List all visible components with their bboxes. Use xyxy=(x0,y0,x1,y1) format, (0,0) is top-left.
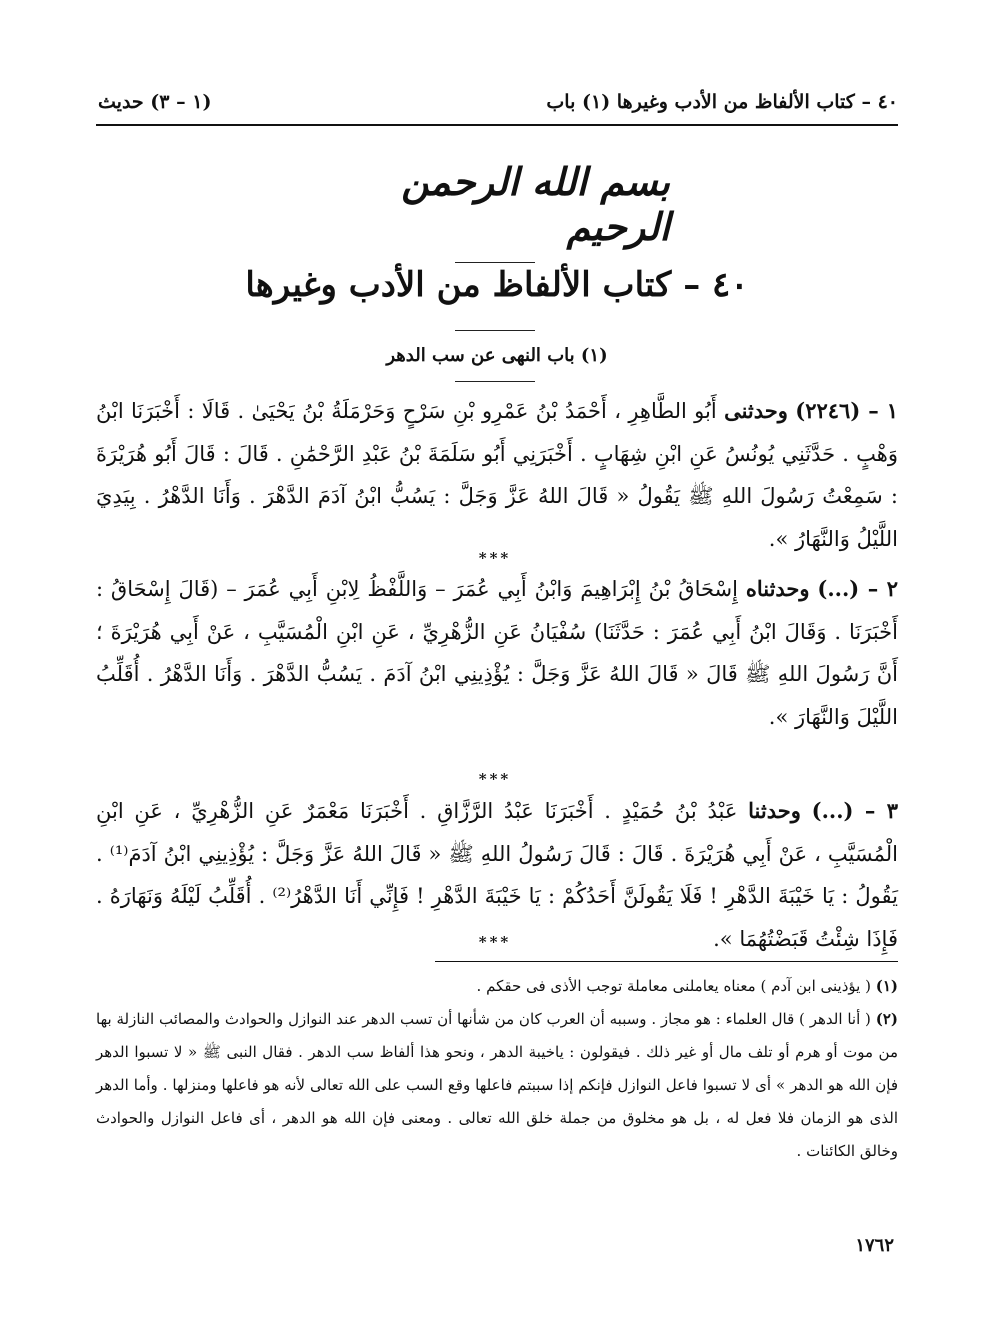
chapter-title: (١) باب النهى عن سب الدهر xyxy=(386,345,608,366)
running-header xyxy=(98,82,898,122)
separator-stars: *** xyxy=(478,770,512,788)
hadith-paragraph xyxy=(96,390,898,560)
hadith-paragraph xyxy=(96,568,898,738)
hadith-number: ٣ – (...) xyxy=(811,798,898,823)
header-hadith-range: (١ – ٣) حديث xyxy=(98,91,212,113)
ornament-divider xyxy=(455,330,535,331)
footnote-text: ( أنا الدهر ) قال العلماء : هو مجاز . وسببه أن العرب كان من شأنها أن تسب الدهر عند النوازل والحوادث والمصائب النازلة بها من موت أو هرم أو تلف مال أو غير ذلك . فيقولون : ياخيبة الدهر ، ونحو هذا ألفاظ سب الدهر . فقال النبى ﷺ « لا تسبوا الدهر فإن الله هو الدهر » أى لا تسبوا فاعل النوازل فإنكم إذا سببتم فاعلها وقع السب على الله تعالى لأنه هو فاعلها ومنزلها . وأما الدهر الذى هو الزمان فلا فعل له ، بل هو مخلوق من جملة خلق الله تعالى . ومعنى فإن الله هو الدهر ، أى فاعل النوازل والحوادث وخالق الكائنات . xyxy=(96,1010,898,1160)
narration-opener: وحدثنى xyxy=(724,398,788,423)
header-chapter-reference: ٤٠ – كتاب الألفاظ من الأدب وغيرها (١) باب xyxy=(546,91,898,113)
footnote-rule xyxy=(435,961,898,962)
footnotes xyxy=(96,970,898,1168)
hadith-text: أَبُو الطَّاهِرِ ، أَحْمَدُ بْنُ عَمْرِو بْنِ سَرْحٍ وَحَرْمَلَةُ بْنُ يَحْيَىٰ . قَالَا : أَخْبَرَنَا ابْنُ وَهْبٍ . حَدَّثَنِي يُونُسُ عَنِ ابْنِ شِهَابٍ . أَخْبَرَنِي أَبُو سَلَمَةَ بْنُ عَبْدِ الرَّحْمَٰنِ . قَالَ : قَالَ أَبُو هُرَيْرَةَ : سَمِعْتُ رَسُولَ اللهِ ﷺ يَقُولُ « قَالَ اللهُ عَزَّ وَجَلَّ : يَسُبُّ ابْنُ آدَمَ الدَّهْرَ . وَأَنَا الدَّهْرُ . بِيَدِيَ اللَّيْلُ وَالنَّهَارُ ». xyxy=(96,399,898,551)
separator-stars: *** xyxy=(478,933,512,951)
hadith-text: عَبْدُ بْنُ حُمَيْدٍ . أَخْبَرَنَا عَبْدُ الرَّزَّاقِ . أَخْبَرَنَا مَعْمَرٌ عَنِ الزُّهْرِيِّ ، عَنِ ابْنِ الْمُسَيَّبِ ، عَنْ أَبِي هُرَيْرَةَ . قَالَ : قَالَ رَسُولُ اللهِ ﷺ « قَالَ اللهُ عَزَّ وَجَلَّ : يُؤْذِينِي ابْنُ آدَمَ⁽¹⁾ . يَقُولُ : يَا خَيْبَةَ الدَّهْرِ ! فَلَا يَقُولَنَّ أَحَدُكُمْ : يَا خَيْبَةَ الدَّهْرِ ! فَإِنِّي أَنَا الدَّهْرُ⁽²⁾ . أُقَلِّبُ لَيْلَهُ وَنَهَارَهُ . فَإِذَا شِئْتُ قَبَضْتُهُمَا ». xyxy=(96,799,899,951)
hadith-number: ٢ – (...) xyxy=(817,576,898,601)
narration-opener: وحدثناه xyxy=(745,576,810,601)
footnote-marker: (١) xyxy=(875,977,898,995)
ornament-divider xyxy=(455,262,535,263)
footnote-text: ( يؤذينى ابن آدم ) معناه يعاملنى معاملة توجب الأذى فى حقكم . xyxy=(476,977,871,995)
footnote xyxy=(96,970,898,1003)
footnote xyxy=(96,1003,898,1168)
ornament-divider xyxy=(455,381,535,382)
separator-stars: *** xyxy=(478,549,512,567)
hadith-number: ١ – (٢٢٤٦) xyxy=(795,398,898,423)
hadith-text: إِسْحَاقُ بْنُ إِبْرَاهِيمَ وَابْنُ أَبِي عُمَرَ – وَاللَّفْظُ لِابْنِ أَبِي عُمَرَ – (قَالَ إِسْحَاقُ : أَخْبَرَنَا . وَقَالَ ابْنُ أَبِي عُمَرَ : حَدَّثَنَا) سُفْيَانُ عَنِ الزُّهْرِيِّ ، عَنِ ابْنِ الْمُسَيَّبِ ، عَنْ أَبِي هُرَيْرَةَ ؛ أَنَّ رَسُولَ اللهِ ﷺ قَالَ « قَالَ اللهُ عَزَّ وَجَلَّ : يُؤْذِينِي ابْنُ آدَمَ . يَسُبُّ الدَّهْرَ . وَأَنَا الدَّهْرُ . أُقَلِّبُ اللَّيْلَ وَالنَّهَارَ ». xyxy=(96,577,898,729)
page-number: ١٧٦٢ xyxy=(855,1235,894,1256)
footnote-marker: (٢) xyxy=(875,1010,898,1028)
book-title: ٤٠ – كتاب الألفاظ من الأدب وغيرها xyxy=(245,265,749,305)
basmala-calligraphy: بسم الله الرحمن الرحيم xyxy=(401,159,670,249)
narration-opener: وحدثنا xyxy=(748,798,801,823)
header-rule xyxy=(96,124,898,126)
